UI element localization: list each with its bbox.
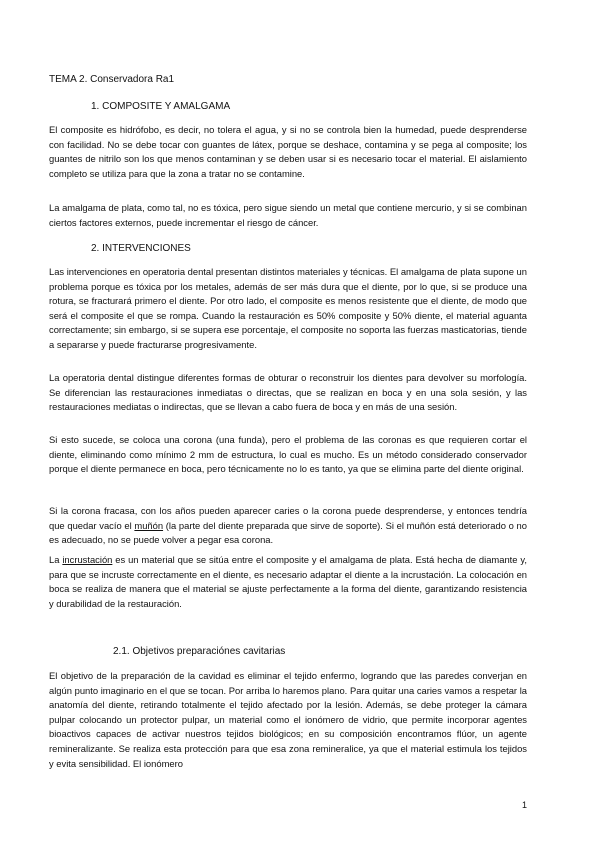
page-number: 1: [522, 800, 528, 810]
underlined-term-munon: muñón: [134, 519, 164, 531]
section-heading-objetivos: 2.1. Objetivos preparaciónes cavitarias: [113, 646, 286, 657]
text-run: es un material que se sitúa entre el composite y el amalgama de plata. Está hecha de diamante y, para que se incruste correctamente en el diente, es necesario adaptar el diente a la incrustación. La colocación en boca se realiza de manera que el material se ajuste perfectamente a la forma del diente, garantizando resistencia y durabilidad de la restauración.: [49, 554, 527, 609]
text-run: (la parte del diente preparada que sirve de soporte). Si el muñón está deteriorado o no es adecuado, no se puede volver a pegar esa corona.: [49, 519, 527, 546]
section-heading-composite-amalgama: 1. COMPOSITE Y AMALGAMA: [91, 101, 231, 112]
paragraph-munon: [49, 504, 527, 548]
underlined-term-incrustacion: incrustación: [62, 554, 113, 565]
text-run: Si la corona fracasa, con los años pueden aparecer caries o la corona puede desprenderse, y entonces tendría que quedar vacío el: [49, 505, 527, 531]
section-heading-intervenciones: 2. INTERVENCIONES: [91, 243, 191, 254]
paragraph-intervenciones: Las intervenciones en operatoria dental presentan distintos materiales y técnicas. El amalgama de plata supone un problema porque es tóxica por los metales, además de ser más dura que el diente, por lo que, si se produce una rotura, se fracturará primero el diente. Por otro lado, el composite es menos resistente que el diente, de modo que será el composite el que se rompa. Cuando la restauración es 50% composite y 50% diente, el material aguanta correctamente; sin embargo, si se supera ese porcentaje, el composite no soporta las fuerzas masticatorias, tiende a separarse y puede fracturarse progresivamente.: [49, 266, 527, 350]
paragraph-objetivos: El objetivo de la preparación de la cavidad es eliminar el tejido enfermo, logrando que las paredes converjan en algún punto imaginario en el que se tocan. Por arriba lo haremos plano. Para quitar una caries vamos a respetar la anatomía del diente, retirando totalmente el tejido afectado por la lesión. Además, se debe proteger la cámara pulpar colocando un protector pulpar, un material como el ionómero de vidrio, que permite incorporar agentes bioactivos capaces de activar nuestros tejidos biológicos; en su composición encontramos flúor, un agente remineralizante. Se realiza esta protección para que esa zona remineralice, ya que el material estimula los tejidos y evita sensibilidad. El ionómero: [49, 670, 527, 769]
document-title: TEMA 2. Conservadora Ra1: [49, 74, 175, 85]
paragraph-incrustacion: [49, 553, 527, 611]
paragraph-corona: Si esto sucede, se coloca una corona (una funda), pero el problema de las coronas es que requieren cortar el diente, eliminando como mínimo 2 mm de estructura, lo cual es mucho. Es un método considerado conservador porque el diente permanece en boca, pero técnicamente no lo es tanto, ya que se elimina parte del diente original.: [49, 434, 527, 475]
text-run: La: [49, 554, 63, 565]
paragraph-composite: El composite es hidrófobo, es decir, no tolera el agua, y si no se controla bien la humedad, puede desprenderse con facilidad. No se debe tocar con guantes de látex, porque se deshace, contamina y se pega al composite; los guantes de nitrilo son los que menos contaminan y se deben usar si es necesario tocar el material. El aislamiento completo se utiliza para que la zona a tratar no se contamine.: [49, 124, 527, 179]
paragraph-amalgama: La amalgama de plata, como tal, no es tóxica, pero sigue siendo un metal que contiene mercurio, y si se combinan ciertos factores externos, puede incrementar el riesgo de cáncer.: [49, 202, 527, 228]
paragraph-operatoria: La operatoria dental distingue diferentes formas de obturar o reconstruir los dientes para devolver su morfología. Se diferencian las restauraciones inmediatas o directas, que se realizan en boca y en una sola sesión, y las restauraciones mediatas o indirectas, que se llevan a cabo fuera de boca y en más de una sesión.: [49, 372, 527, 413]
